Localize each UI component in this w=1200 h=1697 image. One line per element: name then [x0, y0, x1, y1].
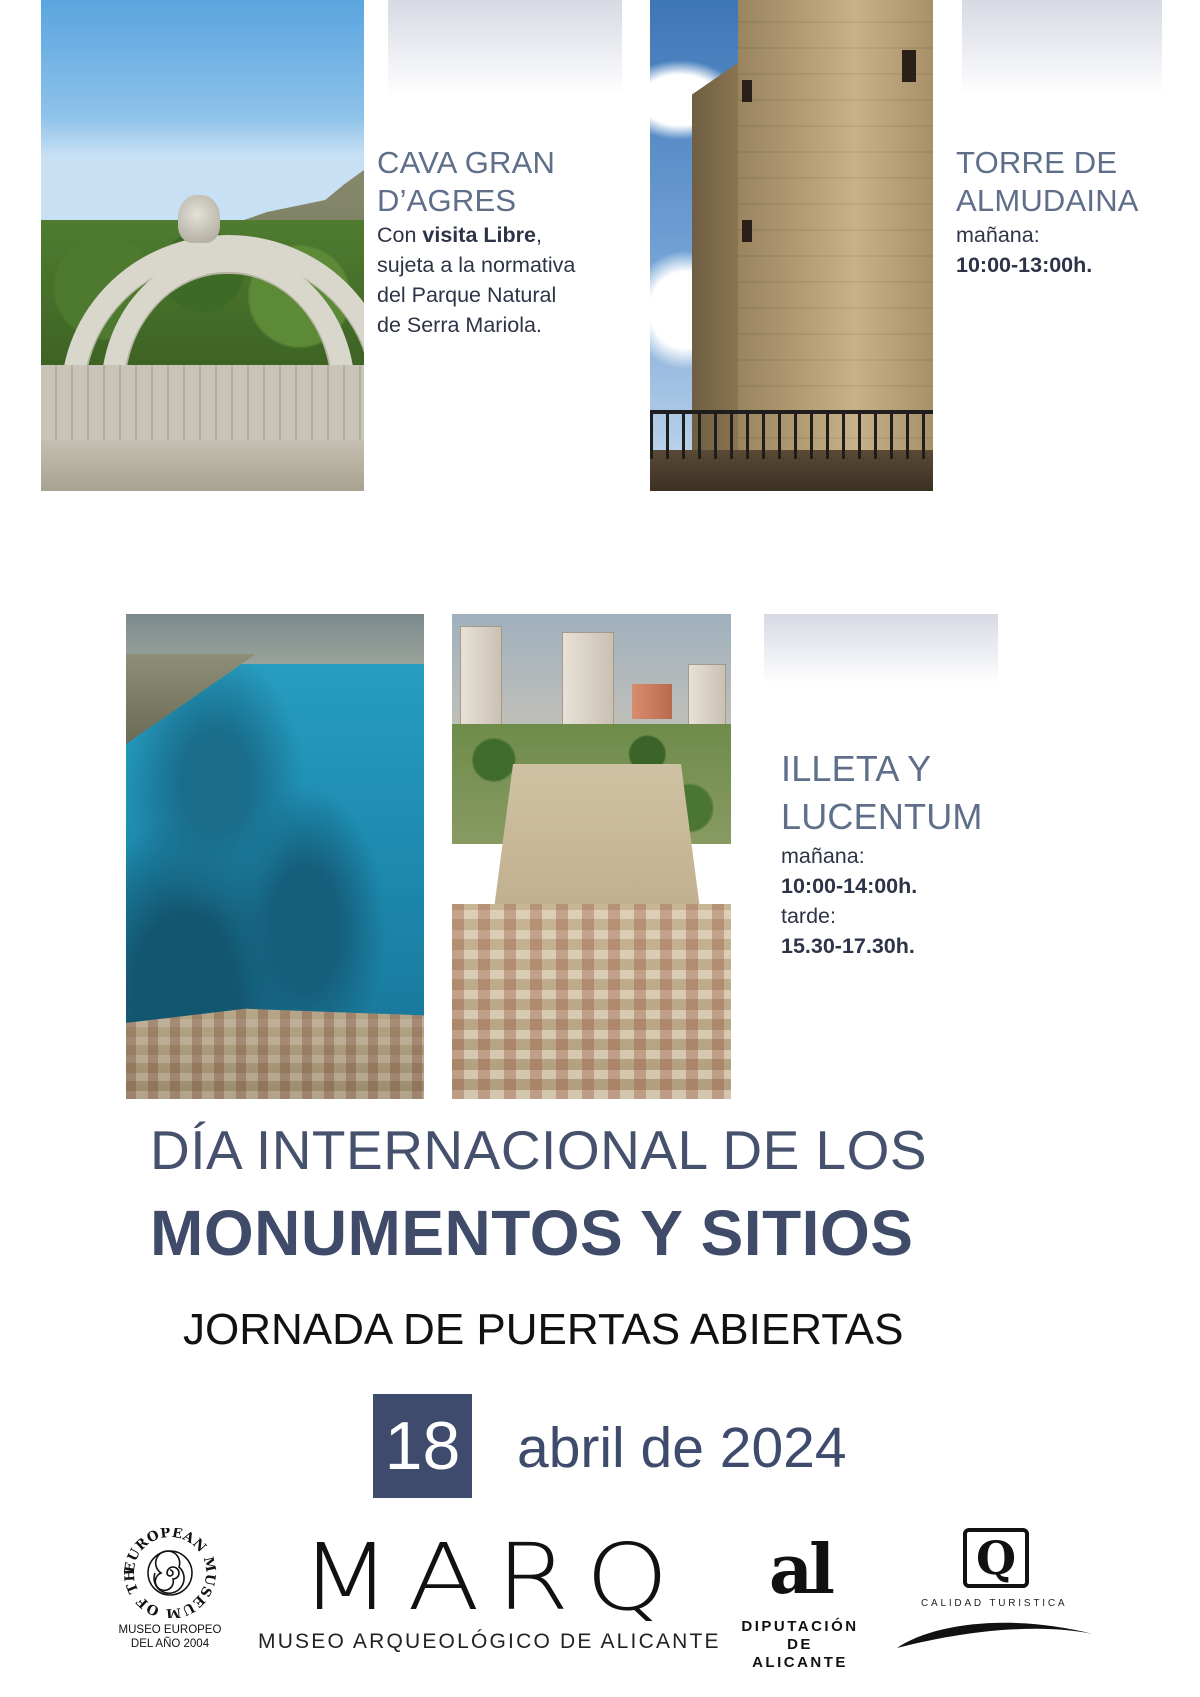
cava-gran-info	[377, 144, 637, 340]
diputacion-caption-line2: DE ALICANTE	[752, 1636, 848, 1671]
diputacion-caption-line1: DIPUTACIÓN	[741, 1618, 859, 1635]
illeta-info	[781, 745, 1041, 961]
cava-gran-name-line1: CAVA GRAN	[377, 145, 556, 180]
illeta-name-line1: ILLETA Y	[781, 748, 932, 789]
cava-gran-header-bar	[388, 0, 622, 96]
lucentum-photo	[452, 614, 731, 1099]
illeta-header-bar	[764, 614, 998, 684]
illeta-afternoon-label: tarde:	[781, 904, 836, 928]
torre-name-line1: TORRE DE	[956, 145, 1118, 180]
svg-text:EUROPEAN MUSEUM OF THE YEAR	[110, 1528, 219, 1618]
emya-logo	[110, 1528, 230, 1648]
torre-header-bar	[962, 0, 1162, 96]
headline-line3: JORNADA DE PUERTAS ABIERTAS	[183, 1305, 904, 1354]
illeta-name-line2: LUCENTUM	[781, 796, 983, 837]
cava-gran-rule-line: sujeta a la normativa	[377, 253, 576, 277]
emya-caption-line1: MUSEO EUROPEO	[118, 1624, 222, 1636]
torre-morning-label: mañana:	[956, 223, 1040, 247]
headline-line2: MONUMENTOS Y SITIOS	[150, 1197, 914, 1269]
marq-logo	[258, 1524, 721, 1653]
marq-wordmark: MARQ	[300, 1524, 685, 1631]
calidad-swoosh-icon	[895, 1612, 1095, 1652]
illeta-morning-label: mañana:	[781, 844, 865, 868]
emya-caption-line2: DEL AÑO 2004	[130, 1638, 210, 1650]
date-month-year: abril de 2024	[517, 1416, 847, 1480]
date-day-box: 18	[373, 1394, 472, 1498]
cava-gran-name-line2: D’AGRES	[377, 183, 517, 218]
diputacion-mark: al	[769, 1530, 831, 1610]
headline-line1: DÍA INTERNACIONAL DE LOS	[150, 1119, 928, 1181]
illeta-photo	[126, 614, 424, 1099]
cava-gran-photo	[41, 0, 364, 491]
illeta-morning-hours: 10:00-14:00h.	[781, 874, 918, 898]
calidad-turistica-logo	[895, 1528, 1095, 1658]
cava-gran-sierra-line: de Serra Mariola.	[377, 313, 542, 337]
torre-morning-hours: 10:00-13:00h.	[956, 253, 1093, 277]
torre-name-line2: ALMUDAINA	[956, 183, 1139, 218]
calidad-q-badge	[963, 1528, 1029, 1588]
emya-seal-icon	[110, 1528, 230, 1618]
emya-ring-text: EUROPEAN MUSEUM OF TH	[121, 1528, 219, 1618]
calidad-q-icon: Q	[975, 1531, 1017, 1585]
marq-subtitle: MUSEO ARQUEOLÓGICO DE ALICANTE	[258, 1630, 721, 1653]
cava-gran-visit-line: Con visita Libre,	[377, 223, 542, 247]
torre-info	[956, 144, 1186, 280]
illeta-afternoon-hours: 15.30-17.30h.	[781, 934, 915, 958]
diputacion-logo	[740, 1530, 860, 1671]
calidad-caption: CALIDAD TURISTICA	[921, 1598, 1068, 1609]
torre-almudaina-photo	[650, 0, 933, 491]
cava-gran-park-line: del Parque Natural	[377, 283, 557, 307]
